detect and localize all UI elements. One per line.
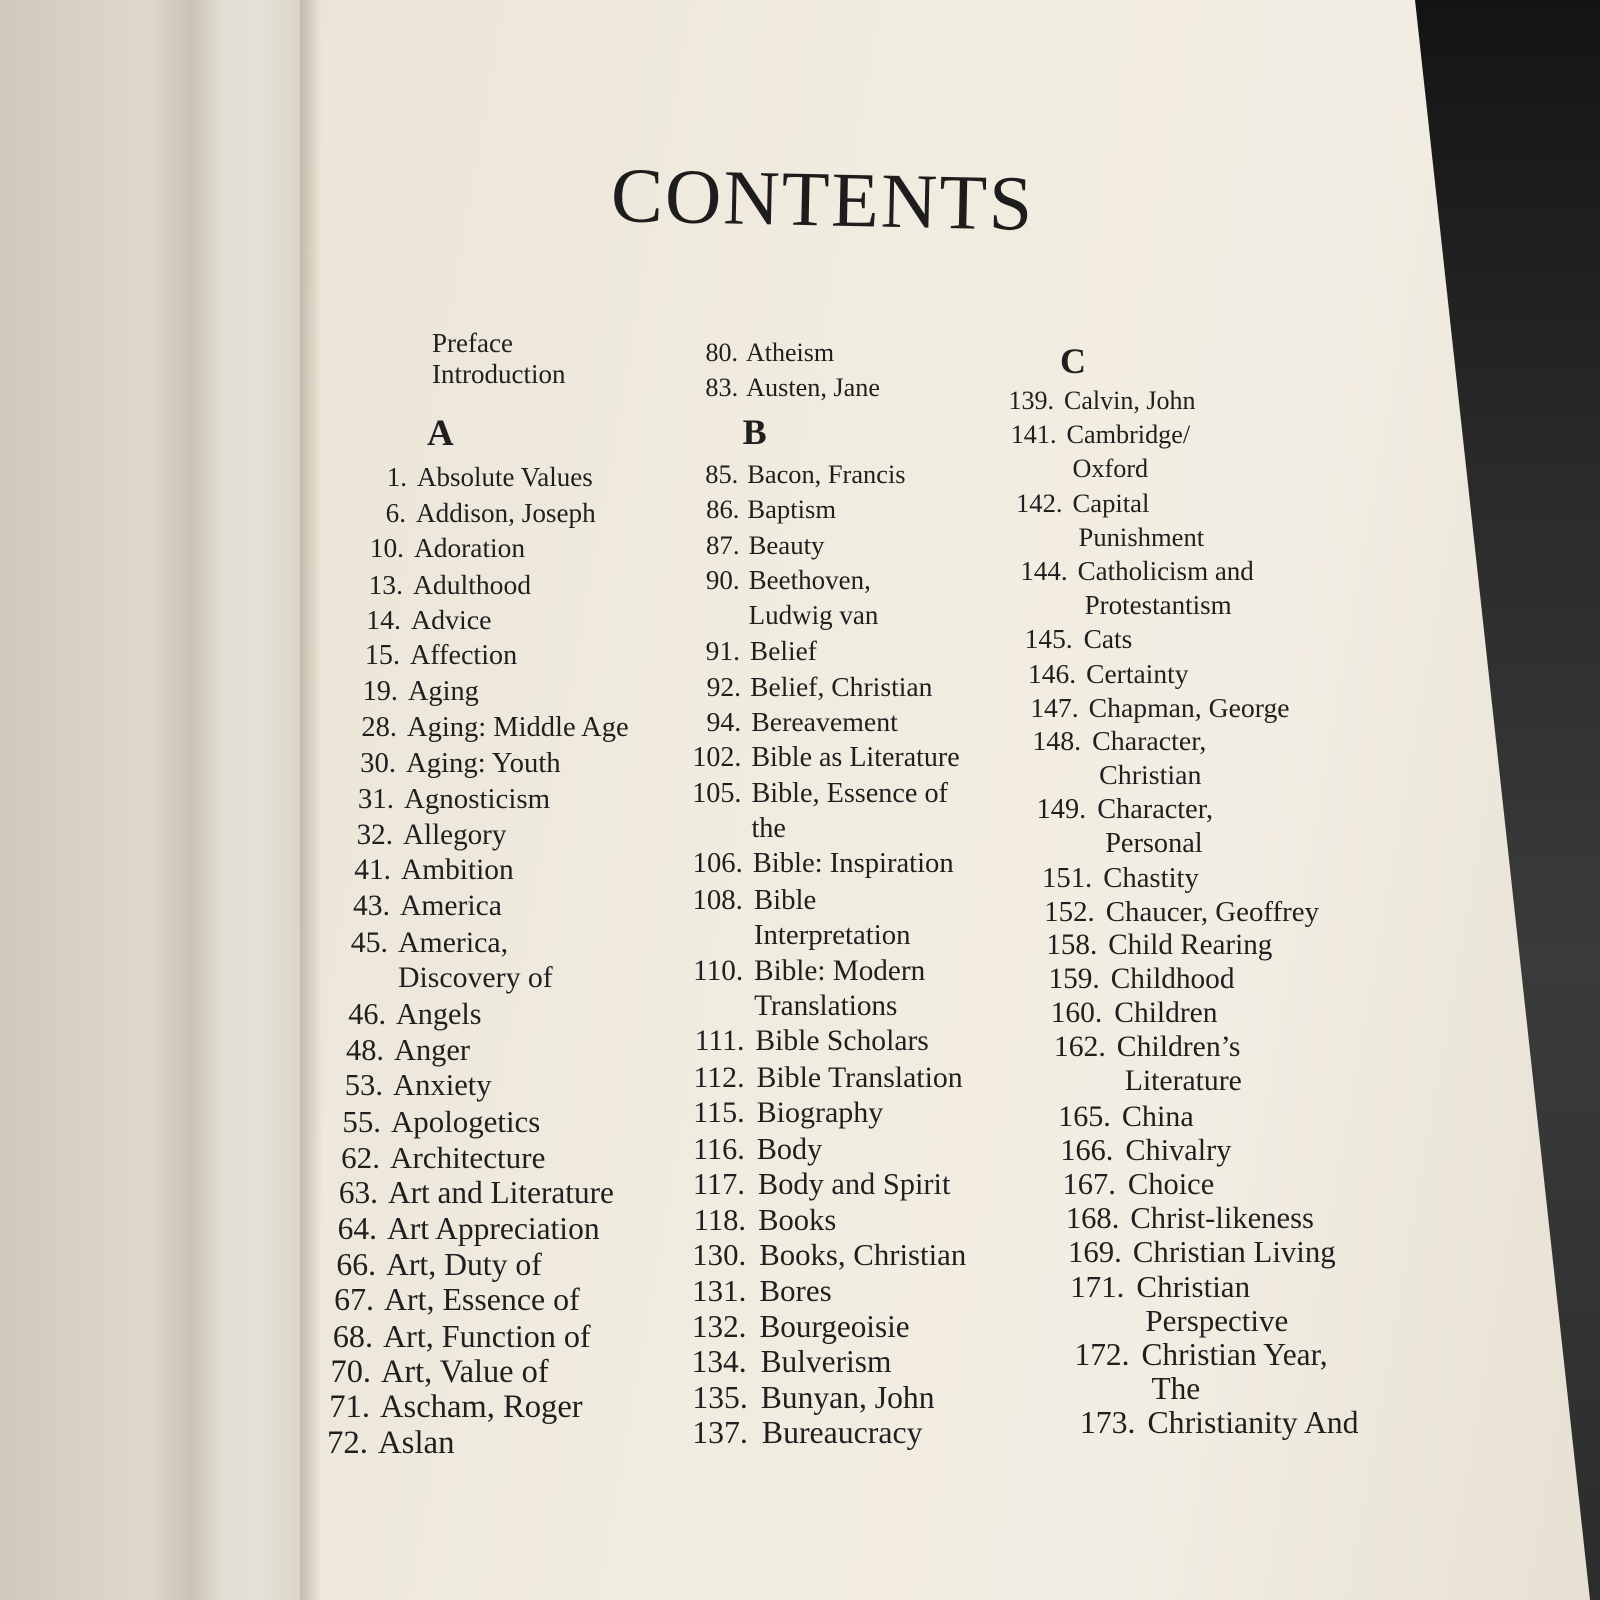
section-letter-a: A (427, 413, 454, 454)
entry-title: Bunyan, John (760, 1379, 935, 1415)
entry-title: Baptism (747, 494, 837, 525)
entry-title: Belief (749, 635, 817, 666)
entry-number: 144. (1020, 555, 1068, 586)
entry-number: 166. (1060, 1133, 1114, 1168)
entry-number: 55. (342, 1104, 381, 1139)
section-letter-b: B (742, 411, 767, 452)
entry-title: Atheism (746, 338, 835, 367)
entry-number: 146. (1028, 657, 1077, 689)
entry-number: 130. (692, 1237, 747, 1272)
entry-number: 67. (334, 1282, 374, 1318)
entry-number: 115. (693, 1096, 745, 1130)
entry-number: 45. (350, 925, 388, 959)
entry-title: Character, (1097, 793, 1214, 825)
entry-number: 94. (706, 706, 742, 738)
entry-title: Art, Function of (383, 1318, 591, 1354)
entry-title: Agnosticism (404, 783, 551, 815)
entry-title: Angels (396, 997, 482, 1031)
entry-number: 148. (1032, 725, 1082, 757)
entry-number: 90. (705, 565, 740, 596)
entry-title: Anger (394, 1032, 470, 1067)
entry-title: Aging (408, 676, 479, 707)
entry-number: 105. (692, 777, 742, 809)
entry-number: 169. (1067, 1235, 1122, 1270)
entry-title: Bourgeoisie (759, 1308, 910, 1344)
page-edge-shadow (300, 0, 322, 1600)
entry-title: Biography (756, 1096, 884, 1130)
entry-number: 32. (356, 818, 393, 851)
entry-title: Aslan (378, 1425, 455, 1461)
entry-title: Affection (410, 640, 518, 672)
entry-title: Children (1114, 997, 1218, 1030)
entry-number: 141. (1010, 419, 1057, 449)
entry-number: 110. (693, 954, 744, 987)
entry-title-continued: Translations (754, 990, 898, 1022)
entry-number: 160. (1050, 997, 1103, 1030)
entry-number: 43. (353, 890, 390, 922)
entry-title: Chivalry (1125, 1133, 1232, 1168)
entry-number: 149. (1036, 793, 1087, 825)
entry-number: 72. (327, 1425, 368, 1461)
entry-title: America (400, 890, 502, 922)
entry-title: Bereavement (751, 706, 898, 738)
entry-title: Christian (1136, 1269, 1251, 1305)
entry-title: Chapman, George (1088, 691, 1290, 723)
entry-title-continued: Personal (1105, 827, 1203, 859)
entry-title-continued: Oxford (1072, 453, 1149, 483)
entry-title: Capital (1072, 487, 1150, 518)
entry-title: Chastity (1103, 861, 1199, 894)
entry-number: 14. (366, 604, 401, 636)
entry-title-continued: Discovery of (398, 961, 553, 995)
entry-number: 162. (1053, 1031, 1106, 1064)
entry-title: America, (398, 925, 509, 959)
entry-title: Body (756, 1131, 823, 1166)
entry-title: Christ-likeness (1130, 1201, 1314, 1236)
entry-number: 48. (346, 1032, 384, 1067)
entry-title: Ascham, Roger (380, 1389, 583, 1426)
entry-title: China (1121, 1099, 1194, 1134)
entry-number: 112. (693, 1060, 745, 1094)
entry-title: Art Appreciation (387, 1211, 600, 1246)
entry-title: Choice (1127, 1167, 1215, 1202)
entry-number: 46. (348, 997, 386, 1031)
entry-number: 111. (694, 1025, 745, 1058)
entry-number: 13. (368, 569, 403, 600)
entry-number: 85. (705, 458, 739, 489)
entry-number: 171. (1070, 1269, 1125, 1305)
entry-title: Childhood (1110, 963, 1235, 996)
entry-title: Allegory (403, 818, 507, 851)
entry-title-continued: Ludwig van (748, 600, 879, 631)
entry-title: Bible: Modern (754, 954, 926, 987)
entry-number: 137. (692, 1415, 748, 1450)
entry-number: 62. (341, 1139, 380, 1175)
entry-number: 152. (1044, 895, 1095, 928)
entry-title: Bible as Literature (751, 742, 960, 774)
entry-title-continued: The (1151, 1371, 1201, 1407)
page-title: CONTENTS (610, 150, 1036, 247)
entry-number: 134. (691, 1344, 747, 1380)
entry-title: Bible Translation (756, 1060, 963, 1094)
entry-number: 139. (1008, 386, 1054, 415)
entry-number: 1. (386, 462, 407, 492)
entry-title: Absolute Values (417, 462, 593, 492)
entry-number: 108. (692, 883, 743, 916)
entry-title: Christian Year, (1141, 1337, 1328, 1373)
entry-title: Christian Living (1132, 1235, 1336, 1270)
section-letter-c: C (1060, 341, 1086, 381)
entry-title: Apologetics (391, 1104, 541, 1139)
entry-number: 53. (344, 1068, 383, 1103)
entry-title: Bacon, Francis (747, 458, 906, 489)
entry-title: Belief, Christian (750, 671, 933, 703)
entry-title: Art, Value of (381, 1353, 549, 1390)
entry-title: Art, Essence of (384, 1282, 580, 1318)
entry-number: 102. (692, 742, 742, 774)
entry-title: Bible, Essence of (751, 777, 948, 809)
entry-title: Architecture (390, 1139, 546, 1175)
entry-number: 165. (1058, 1099, 1111, 1134)
entry-title: Calvin, John (1064, 386, 1196, 415)
entry-number: 15. (364, 640, 400, 672)
entry-title: Austen, Jane (746, 373, 880, 403)
entry-title-continued: Christian (1099, 759, 1202, 791)
entry-title: Body and Spirit (757, 1167, 951, 1202)
entry-title-continued: Perspective (1145, 1303, 1289, 1339)
entry-title: Christianity And (1147, 1405, 1359, 1440)
entry-title: Cambridge/ (1066, 419, 1191, 449)
entry-title-continued: Protestantism (1084, 589, 1232, 620)
entry-title: Books (758, 1202, 837, 1237)
entry-number: 6. (385, 497, 406, 528)
entry-number: 31. (357, 783, 394, 815)
entry-title: Adoration (414, 533, 526, 564)
entry-number: 135. (692, 1379, 748, 1415)
entry-title: Advice (411, 604, 492, 636)
entry-number: 145. (1024, 623, 1073, 654)
entry-title: Cats (1083, 623, 1133, 654)
entry-number: 80. (705, 338, 738, 367)
entry-title: Art, Duty of (386, 1246, 542, 1282)
entry-title: Art and Literature (388, 1175, 614, 1211)
entry-number: 167. (1062, 1167, 1116, 1202)
entry-number: 66. (336, 1246, 376, 1282)
entry-number: 116. (693, 1131, 745, 1166)
entry-title: Bible: Inspiration (752, 848, 954, 880)
entry-title: Bible (753, 883, 817, 916)
entry-number: 142. (1016, 487, 1063, 518)
entry-title: Certainty (1086, 657, 1189, 689)
book-gutter (150, 0, 220, 1600)
entry-number: 64. (337, 1211, 377, 1246)
entry-number: 131. (692, 1273, 747, 1309)
entry-number: 158. (1046, 929, 1098, 962)
entry-number: 168. (1065, 1201, 1120, 1236)
entry-title: Aging: Youth (406, 747, 561, 780)
entry-number: 172. (1074, 1337, 1130, 1373)
entry-number: 92. (706, 671, 742, 703)
entry-number: 147. (1030, 691, 1079, 723)
entry-number: 28. (361, 711, 397, 743)
front-matter-introduction: Introduction (432, 359, 566, 389)
entry-number: 63. (338, 1175, 378, 1211)
entry-title: Chaucer, Geoffrey (1105, 895, 1320, 928)
entry-number: 86. (706, 494, 740, 525)
entry-number: 117. (692, 1167, 745, 1202)
entry-title: Children’s (1116, 1031, 1241, 1064)
entry-title: Bulverism (760, 1344, 892, 1380)
entry-title: Bible Scholars (755, 1025, 929, 1058)
entry-title: Child Rearing (1108, 929, 1273, 962)
entry-number: 30. (360, 747, 396, 780)
entry-number: 68. (332, 1318, 373, 1354)
entry-number: 118. (693, 1202, 747, 1237)
front-matter-preface: Preface (432, 328, 513, 358)
entry-title: Beethoven, (748, 565, 871, 596)
entry-title: Catholicism and (1077, 555, 1254, 586)
entry-title-continued: Literature (1124, 1065, 1242, 1098)
entry-title: Addison, Joseph (416, 497, 596, 528)
entry-number: 91. (705, 635, 740, 666)
entry-title-continued: the (751, 812, 786, 844)
entry-title-continued: Punishment (1078, 521, 1205, 552)
front-matter (432, 328, 565, 390)
entry-number: 151. (1042, 861, 1093, 894)
entry-title: Aging: Middle Age (407, 711, 629, 743)
entry-title: Beauty (748, 529, 825, 560)
entry-number: 71. (329, 1389, 370, 1426)
entry-title: Adulthood (413, 569, 532, 600)
entry-number: 106. (692, 848, 743, 880)
entry-number: 10. (369, 533, 404, 564)
entry-title: Anxiety (393, 1068, 492, 1103)
entry-number: 19. (362, 676, 398, 707)
entry-title: Bores (759, 1273, 832, 1309)
entry-number: 87. (706, 529, 740, 560)
entry-number: 132. (691, 1308, 747, 1344)
entry-number: 83. (705, 373, 739, 403)
entry-title: Books, Christian (759, 1237, 967, 1272)
entry-number: 173. (1079, 1405, 1136, 1440)
entry-number: 41. (354, 854, 391, 887)
entry-title-continued: Interpretation (753, 919, 911, 952)
entry-title: Ambition (401, 854, 514, 887)
entry-number: 70. (330, 1353, 371, 1390)
entry-number: 159. (1048, 963, 1100, 996)
entry-title: Character, (1092, 725, 1207, 757)
entry-title: Bureaucracy (761, 1415, 923, 1450)
